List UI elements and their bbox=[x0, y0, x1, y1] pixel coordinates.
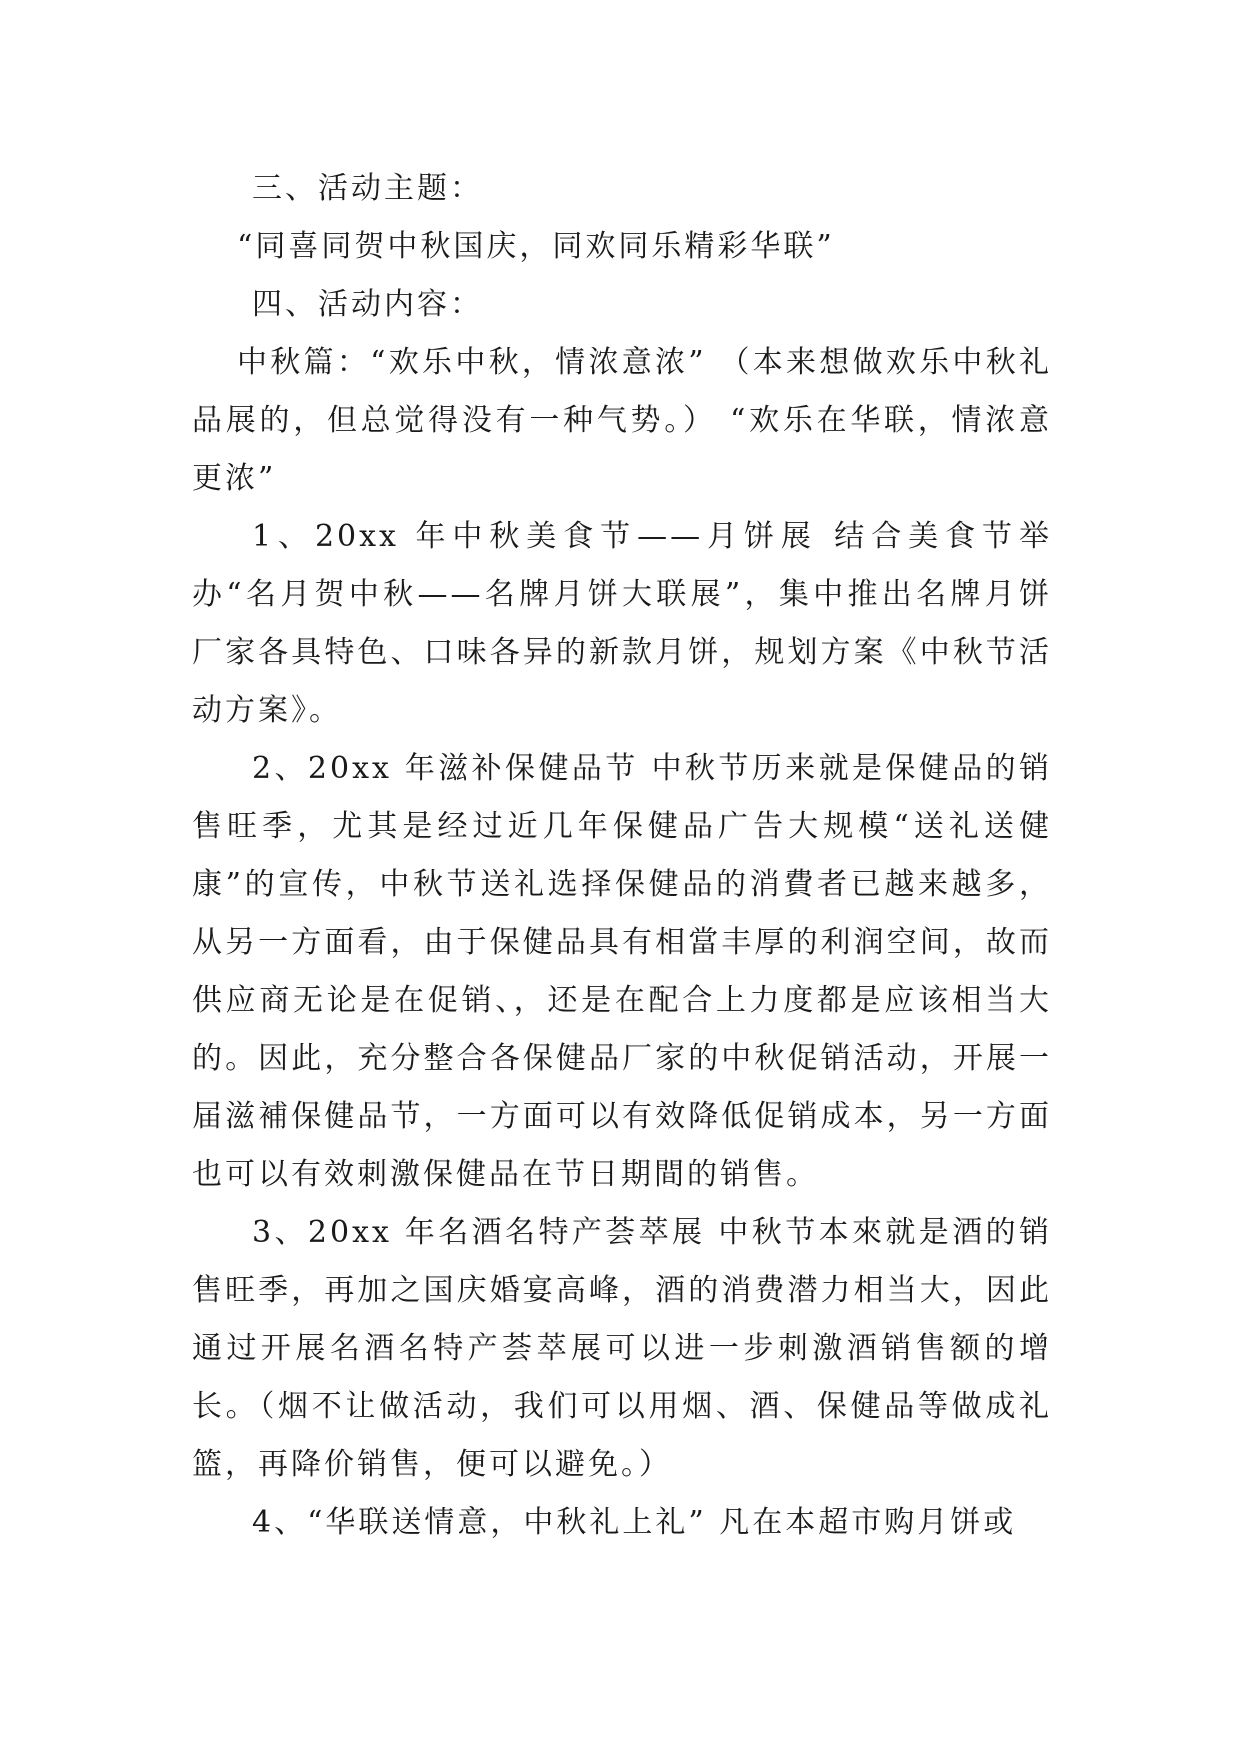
document-body bbox=[192, 160, 1052, 1552]
paragraph-item-4: 4、“华联送情意，中秋礼上礼” 凡在本超市购月饼或 bbox=[252, 1505, 1017, 1540]
paragraph-mid-autumn-intro: 中秋篇：“欢乐中秋，情浓意浓” （本来想做欢乐中秋礼品展的，但总觉得没有一种气势。） “欢乐在华联，情浓意更浓” bbox=[192, 345, 1052, 496]
paragraph-item-2: 2、20xx 年滋补保健品节 中秋节历来就是保健品的销售旺季，尤其是经过近几年保健品广告大规模“送礼送健康”的宣传，中秋节送礼选择保健品的消費者已越来越多，从另一方面看，由于保健品具有相當丰厚的利润空间，故而供应商无论是在促销、，还是在配合上力度都是应该相当大的。因此，充分整合各保健品厂家的中秋促销活动，开展一届滋補保健品节，一方面可以有效降低促销成本，另一方面也可以有效刺激保健品在节日期間的销售。 bbox=[192, 751, 1052, 1192]
theme-slogan: “同喜同贺中秋国庆，同欢同乐精彩华联” bbox=[237, 229, 835, 264]
section-heading-theme: 三、活动主题： bbox=[252, 171, 483, 206]
section-heading-content: 四、活动内容： bbox=[252, 287, 483, 322]
paragraph-item-3: 3、20xx 年名酒名特产荟萃展 中秋节本來就是酒的销售旺季，再加之国庆婚宴高峰，酒的消费潜力相当大，因此通过开展名酒名特产荟萃展可以进一步刺激酒销售额的增长。（烟不让做活动，我们可以用烟、酒、保健品等做成礼篮，再降价销售，便可以避免。） bbox=[192, 1215, 1052, 1482]
paragraph-item-1: 1、20xx 年中秋美食节——月饼展 结合美食节举办“名月贺中秋——名牌月饼大联展”，集中推出名牌月饼厂家各具特色、口味各异的新款月饼，规划方案《中秋节活动方案》。 bbox=[192, 519, 1052, 728]
